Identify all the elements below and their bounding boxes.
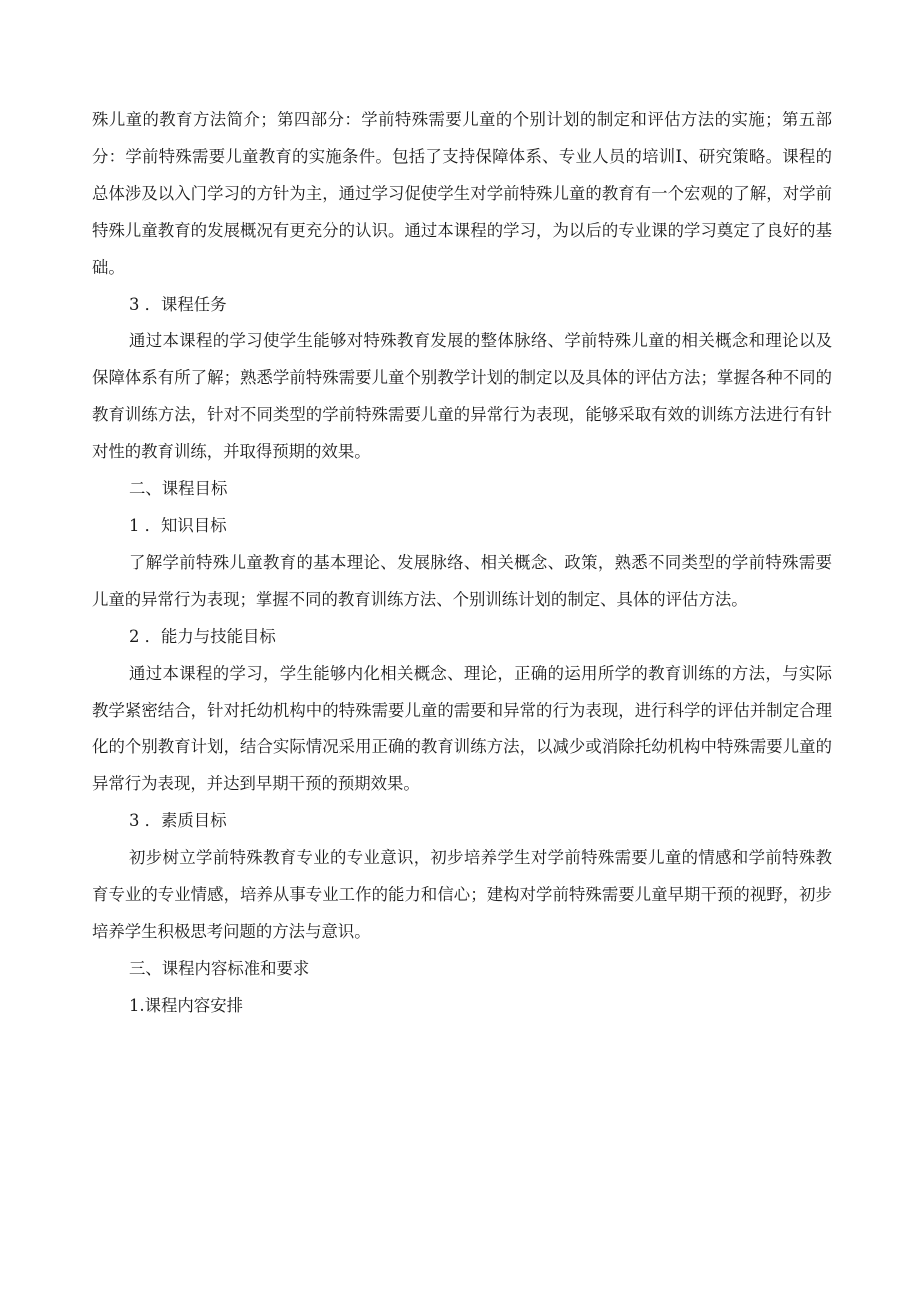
paragraph-knowledge-goal: 了解学前特殊儿童教育的基本理论、发展脉络、相关概念、政策，熟悉不同类型的学前特殊需要儿童的异常行为表现；掌握不同的教育训练方法、个别训练计划的制定、具体的评估方法。 [92,552,832,609]
document-page [92,102,832,1025]
heading-content-arrangement: 1.课程内容安排 [129,995,243,1015]
heading-ability-goal: 2 ．能力与技能目标 [129,626,276,646]
paragraph-quality-goal: 初步树立学前特殊教育专业的专业意识，初步培养学生对学前特殊需要儿童的情感和学前特殊教育专业的专业情感，培养从事专业工作的能力和信心；建构对学前特殊需要儿童早期干预的视野，初步培养学生积极思考问题的方法与意识。 [92,848,832,941]
heading-course-goals: 二、课程目标 [129,479,228,499]
paragraph-course-task: 通过本课程的学习使学生能够对特殊教育发展的整体脉络、学前特殊儿童的相关概念和理论以及保障体系有所了解；熟悉学前特殊需要儿童个别教学计划的制定以及具体的评估方法；掌握各种不同的教育训练方法，针对不同类型的学前特殊需要儿童的异常行为表现，能够采取有效的训练方法进行有针对性的教育训练，并取得预期的效果。 [92,331,832,462]
heading-course-task: 3 ．课程任务 [129,294,227,314]
heading-content-standard: 三、课程内容标准和要求 [129,958,310,978]
paragraph-ability-goal: 通过本课程的学习，学生能够内化相关概念、理论，正确的运用所学的教育训练的方法，与实际教学紧密结合，针对托幼机构中的特殊需要儿童的需要和异常的行为表现，进行科学的评估并制定合理化的个别教育计划，结合实际情况采用正确的教育训练方法，以减少或消除托幼机构中特殊需要儿童的异常行为表现，并达到早期干预的预期效果。 [92,663,832,794]
heading-quality-goal: 3 ．素质目标 [129,811,227,831]
heading-knowledge-goal: 1 ．知识目标 [129,515,227,535]
paragraph-intro-continued: 殊儿童的教育方法简介；第四部分：学前特殊需要儿童的个别计划的制定和评估方法的实施；第五部分：学前特殊需要儿童教育的实施条件。包括了支持保障体系、专业人员的培训I、研究策略。课程的总体涉及以入门学习的方针为主，通过学习促使学生对学前特殊儿童的教育有一个宏观的了解，对学前特殊儿童教育的发展概况有更充分的认识。通过本课程的学习，为以后的专业课的学习奠定了良好的基础。 [92,110,832,277]
